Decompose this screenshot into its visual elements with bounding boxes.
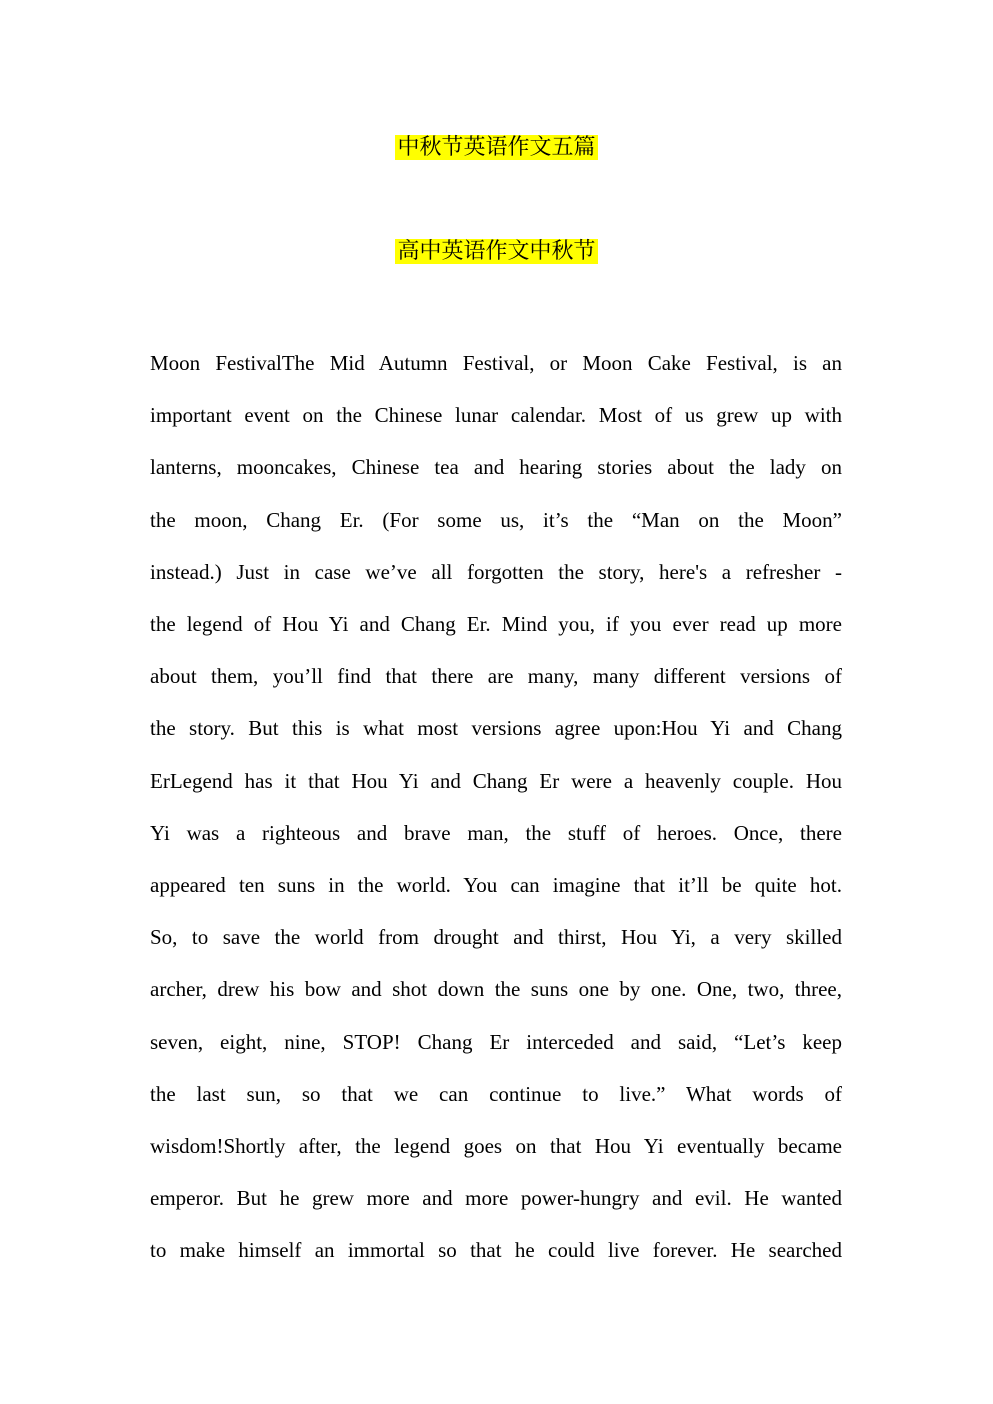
body-line: Moon FestivalThe Mid Autumn Festival, or Moon Cake Festival, is an [150,351,842,375]
body-line: lanterns, mooncakes, Chinese tea and hearing stories about the lady on [150,455,842,480]
body-line: seven, eight, nine, STOP! Chang Er interceded and said, “Let’s keep [150,1029,842,1054]
document-title-text: 中秋节英语作文五篇 [397,135,596,160]
body-line: to make himself an immortal so that he could live forever. He searched [150,1238,842,1263]
body-line: the legend of Hou Yi and Chang Er. Mind you, if you ever read up more [150,612,842,637]
body-line: Yi was a righteous and brave man, the stuff of heroes. Once, there [150,820,842,845]
body-line: emperor. But he grew more and more power-hungry and evil. He wanted [150,1186,842,1211]
document-subtitle-text: 高中英语作文中秋节 [397,239,596,264]
body-line: important event on the Chinese lunar calendar. Most of us grew up with [150,403,842,428]
body-line: about them, you’ll find that there are many, many different versions of [150,664,842,689]
document-title [0,133,993,163]
body-line: the last sun, so that we can continue to live.” What words of [150,1081,842,1106]
body-line: instead.) Just in case we’ve all forgotten the story, here's a refresher - [150,559,842,584]
body-line: So, to save the world from drought and thirst, Hou Yi, a very skilled [150,925,842,950]
body-paragraph [150,337,842,1277]
body-line: archer, drew his bow and shot down the suns one by one. One, two, three, [150,977,842,1002]
body-line: the story. But this is what most versions agree upon:Hou Yi and Chang [150,716,842,741]
body-line: ErLegend has it that Hou Yi and Chang Er were a heavenly couple. Hou [150,768,842,793]
body-line: appeared ten suns in the world. You can imagine that it’ll be quite hot. [150,873,842,898]
body-line: the moon, Chang Er. (For some us, it’s the “Man on the Moon” [150,507,842,532]
body-line: wisdom!Shortly after, the legend goes on that Hou Yi eventually became [150,1134,842,1159]
document-subtitle [0,237,993,267]
